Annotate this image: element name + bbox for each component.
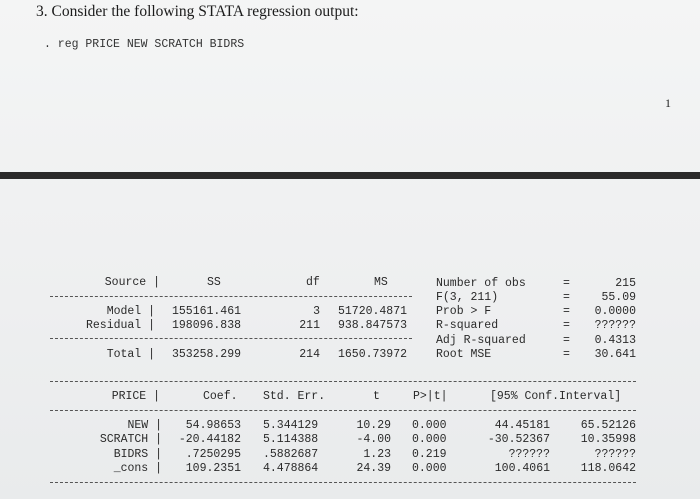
coef-header-t: t [373, 390, 380, 403]
anova-row-ms: 1650.73972 [338, 348, 408, 361]
coef-row-t: -4.00 [356, 433, 391, 446]
coef-row-ci-high: ?????? [594, 448, 636, 461]
coef-row-coef: .7250295 [185, 448, 241, 461]
anova-row-ms: 51720.4871 [338, 305, 408, 318]
coef-header-p: P>|t| [413, 390, 448, 403]
anova-row-label: Total | [106, 348, 155, 361]
anova-header-df: df [306, 276, 320, 289]
coef-header-ci: [95% Conf.Interval] [490, 390, 622, 403]
coef-row-se: 5.344129 [263, 419, 319, 432]
stat-value: 55.09 [601, 291, 636, 304]
coef-separator-top [50, 381, 636, 382]
coef-row-p: 0.219 [412, 448, 447, 461]
question-text: 3. Consider the following STATA regression output: [36, 3, 359, 20]
coef-row-p: 0.000 [412, 462, 447, 475]
coef-row-ci-high: 65.52126 [580, 419, 636, 432]
anova-row-ss: 353258.299 [172, 348, 242, 361]
coef-row-p: 0.000 [412, 433, 447, 446]
coef-row-coef: -20.44182 [178, 433, 241, 446]
stat-value: 0.4313 [594, 334, 636, 347]
stat-value: ?????? [594, 319, 636, 332]
coef-separator-bottom [50, 482, 636, 483]
coef-row-p: 0.000 [412, 419, 447, 432]
coef-header-var: PRICE | [111, 390, 160, 403]
anova-row-df: 214 [299, 348, 320, 361]
stat-label: Prob > F [436, 305, 492, 318]
coef-row-label: BIDRS | [113, 448, 162, 461]
stat-equals: = [563, 319, 570, 332]
stat-label: R-squared [436, 319, 499, 332]
coef-row-ci-low: 44.45181 [494, 419, 550, 432]
stata-command: . reg PRICE NEW SCRATCH BIDRS [44, 38, 245, 51]
stat-label: Adj R-squared [436, 334, 526, 347]
coef-row-label: SCRATCH | [99, 433, 162, 446]
stat-label: Root MSE [436, 348, 492, 361]
anova-header-source: Source | [104, 276, 160, 289]
stat-label: F(3, 211) [436, 291, 499, 304]
stat-equals: = [563, 334, 570, 347]
anova-separator-mid [50, 338, 412, 339]
anova-row-label: Model | [106, 305, 155, 318]
stat-equals: = [563, 277, 570, 290]
coef-row-se: 5.114388 [263, 433, 319, 446]
anova-row-df: 211 [299, 319, 320, 332]
coef-row-ci-high: 118.0642 [580, 462, 636, 475]
coef-row-label: NEW | [127, 419, 162, 432]
coef-row-ci-high: 10.35998 [580, 433, 636, 446]
coef-header-coef: Coef. [203, 390, 238, 403]
coef-row-t: 1.23 [363, 448, 391, 461]
anova-header-ms: MS [374, 276, 388, 289]
anova-row-ms: 938.847573 [338, 319, 408, 332]
coef-row-se: .5882687 [263, 448, 319, 461]
stat-equals: = [563, 291, 570, 304]
page-divider-bar [0, 172, 700, 179]
coef-row-coef: 54.98653 [185, 419, 241, 432]
coef-row-coef: 109.2351 [185, 462, 241, 475]
coef-row-se: 4.478864 [263, 462, 319, 475]
anova-separator-top [50, 296, 412, 297]
stat-value: 30.641 [594, 348, 636, 361]
anova-row-ss: 198096.838 [172, 319, 242, 332]
stat-equals: = [563, 348, 570, 361]
stat-value: 0.0000 [594, 305, 636, 318]
coef-row-ci-low: -30.52367 [487, 433, 550, 446]
coef-row-label: _cons | [113, 462, 162, 475]
coef-row-ci-low: ?????? [508, 448, 550, 461]
page-marker: 1 [665, 96, 671, 110]
anova-header-ss: SS [207, 276, 221, 289]
coef-row-t: 24.39 [356, 462, 391, 475]
coef-row-t: 10.29 [356, 419, 391, 432]
anova-row-ss: 155161.461 [172, 305, 242, 318]
coef-header-se: Std. Err. [263, 390, 326, 403]
coef-row-ci-low: 100.4061 [494, 462, 550, 475]
anova-row-label: Residual | [85, 319, 155, 332]
stat-equals: = [563, 305, 570, 318]
stat-label: Number of obs [436, 277, 526, 290]
stat-value: 215 [615, 277, 636, 290]
coef-separator-mid [50, 410, 636, 411]
anova-row-df: 3 [313, 305, 320, 318]
